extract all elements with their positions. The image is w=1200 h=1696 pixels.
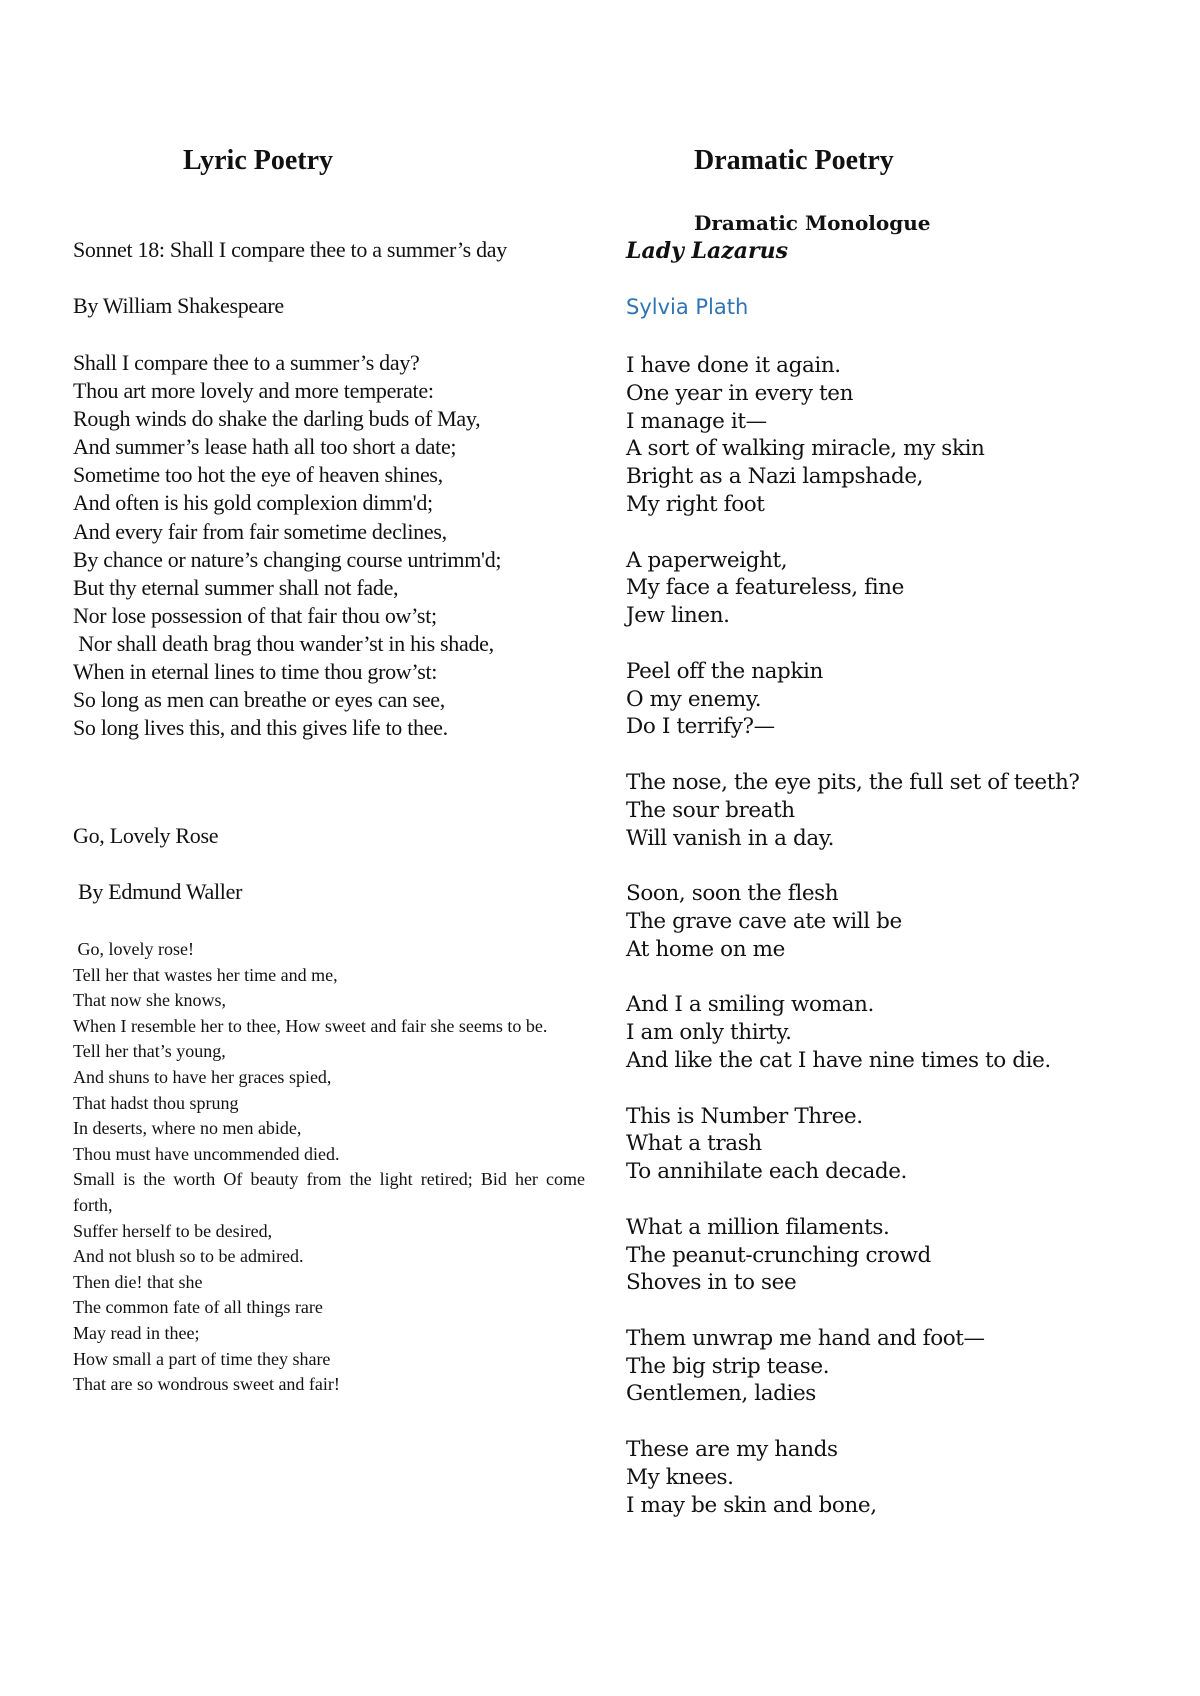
poem-line: What a trash (626, 1131, 762, 1157)
rose-author: By Edmund Waller (78, 879, 243, 904)
poem-line: O my enemy. (626, 686, 762, 712)
dramatic-heading: Dramatic Poetry (694, 145, 894, 176)
poem-line: In deserts, where no men abide, (73, 1118, 302, 1139)
poem-line: Tell her that wastes her time and me, (73, 964, 338, 985)
lazarus-poet: Sylvia Plath (626, 295, 749, 319)
poem-line: I am only thirty. (626, 1020, 792, 1046)
lyric-heading: Lyric Poetry (183, 145, 334, 176)
poem-line: I manage it— (626, 408, 767, 434)
poem-line: A paperweight, (626, 547, 788, 573)
poem-line: And not blush so to be admired. (73, 1246, 304, 1267)
poem-line: That are so wondrous sweet and fair! (73, 1374, 340, 1395)
poem-line: The sour breath (626, 797, 795, 823)
stanza (626, 1325, 1080, 1408)
poem-line: But thy eternal summer shall not fade, (73, 574, 399, 600)
poem-line: That hadst thou sprung (73, 1092, 239, 1113)
sonnet-author: By William Shakespeare (73, 293, 284, 318)
poem-line: And I a smiling woman. (626, 992, 874, 1018)
poem-line: This is Number Three. (626, 1103, 863, 1129)
poem-line: My knees. (626, 1464, 734, 1490)
poem-line: At home on me (626, 936, 785, 962)
stanza (626, 658, 1080, 741)
poem-line: The common fate of all things rare (73, 1297, 323, 1318)
poem-line: By chance or nature’s changing course untrimm'd; (73, 546, 502, 572)
poem-line: To annihilate each decade. (626, 1159, 907, 1185)
poem-line: When I resemble her to thee, How sweet and fair she seems to be. (73, 1015, 548, 1036)
poem-line: And every fair from fair sometime declines, (73, 518, 447, 544)
poem-line: Nor shall death brag thou wander’st in his shade, (73, 630, 494, 656)
poem-line: Thou art more lovely and more temperate: (73, 378, 434, 404)
poem-line: One year in every ten (626, 380, 854, 406)
poem-line: Nor lose possession of that fair thou ow’st; (73, 602, 437, 628)
poem-line: What a million filaments. (626, 1214, 890, 1240)
sonnet-body (73, 349, 501, 742)
poem-line: Do I terrify?— (626, 714, 775, 740)
lazarus-body (626, 352, 1080, 1547)
poem-line: And often is his gold complexion dimm'd; (73, 490, 433, 516)
stanza (626, 1103, 1080, 1186)
poem-line: Peel off the napkin (626, 658, 823, 684)
poem-line: I have done it again. (626, 353, 841, 378)
poem-line: Sometime too hot the eye of heaven shines, (73, 462, 443, 488)
poem-line: Gentlemen, ladies (626, 1381, 816, 1407)
stanza (626, 769, 1080, 852)
poem-line: Tell her that’s young, (73, 1041, 226, 1062)
rose-body (73, 937, 585, 1398)
stanza (626, 1436, 1080, 1519)
poem-line: Soon, soon the flesh (626, 881, 839, 907)
poem-line: I may be skin and bone, (626, 1492, 877, 1518)
poem-line: Suffer herself to be desired, (73, 1220, 273, 1241)
poem-line: These are my hands (626, 1437, 838, 1463)
poem-line: My right foot (626, 491, 765, 517)
poem-line: Thou must have uncommended died. (73, 1143, 340, 1164)
poem-line: May read in thee; (73, 1322, 200, 1343)
lazarus-title: Lady Lazarus (626, 238, 788, 264)
stanza (626, 991, 1080, 1074)
sonnet-title: Sonnet 18: Shall I compare thee to a summer’s day (73, 237, 507, 262)
poem-line: When in eternal lines to time thou grow’st: (73, 659, 438, 685)
poem-line: Jew linen. (626, 603, 730, 629)
poem-line: My face a featureless, fine (626, 575, 904, 601)
poem-line: Rough winds do shake the darling buds of May, (73, 406, 481, 432)
poem-line: How small a part of time they share (73, 1348, 331, 1369)
poem-line: And shuns to have her graces spied, (73, 1066, 332, 1087)
poem-line: So long lives this, and this gives life to thee. (73, 715, 448, 741)
rose-title: Go, Lovely Rose (73, 823, 219, 848)
poem-line: The peanut-crunching crowd (626, 1242, 931, 1268)
stanza (626, 880, 1080, 963)
poem-line: The big strip tease. (626, 1353, 830, 1379)
stanza (626, 352, 1080, 519)
poem-line: Bright as a Nazi lampshade, (626, 464, 924, 490)
poem-line: Then die! that she (73, 1271, 203, 1292)
poem-line: And like the cat I have nine times to die. (626, 1047, 1051, 1073)
poem-line: Shoves in to see (626, 1270, 797, 1296)
poem-line: Them unwrap me hand and foot— (626, 1325, 985, 1351)
poem-line: And summer’s lease hath all too short a date; (73, 434, 457, 460)
poem-line: So long as men can breathe or eyes can see, (73, 687, 445, 713)
poem-line: Shall I compare thee to a summer’s day? (73, 350, 420, 375)
dramatic-subheading: Dramatic Monologue (694, 211, 931, 235)
poem-line: The grave cave ate will be (626, 908, 902, 934)
poem-line: A sort of walking miracle, my skin (626, 436, 985, 462)
poem-line: Go, lovely rose! (73, 939, 194, 959)
stanza (626, 547, 1080, 630)
poem-line: Will vanish in a day. (626, 825, 835, 851)
poem-line: The nose, the eye pits, the full set of teeth? (626, 769, 1080, 795)
poem-line: Small is the worth Of beauty from the light retired; Bid her come forth, (73, 1169, 585, 1215)
stanza (626, 1214, 1080, 1297)
poem-line: That now she knows, (73, 990, 226, 1011)
